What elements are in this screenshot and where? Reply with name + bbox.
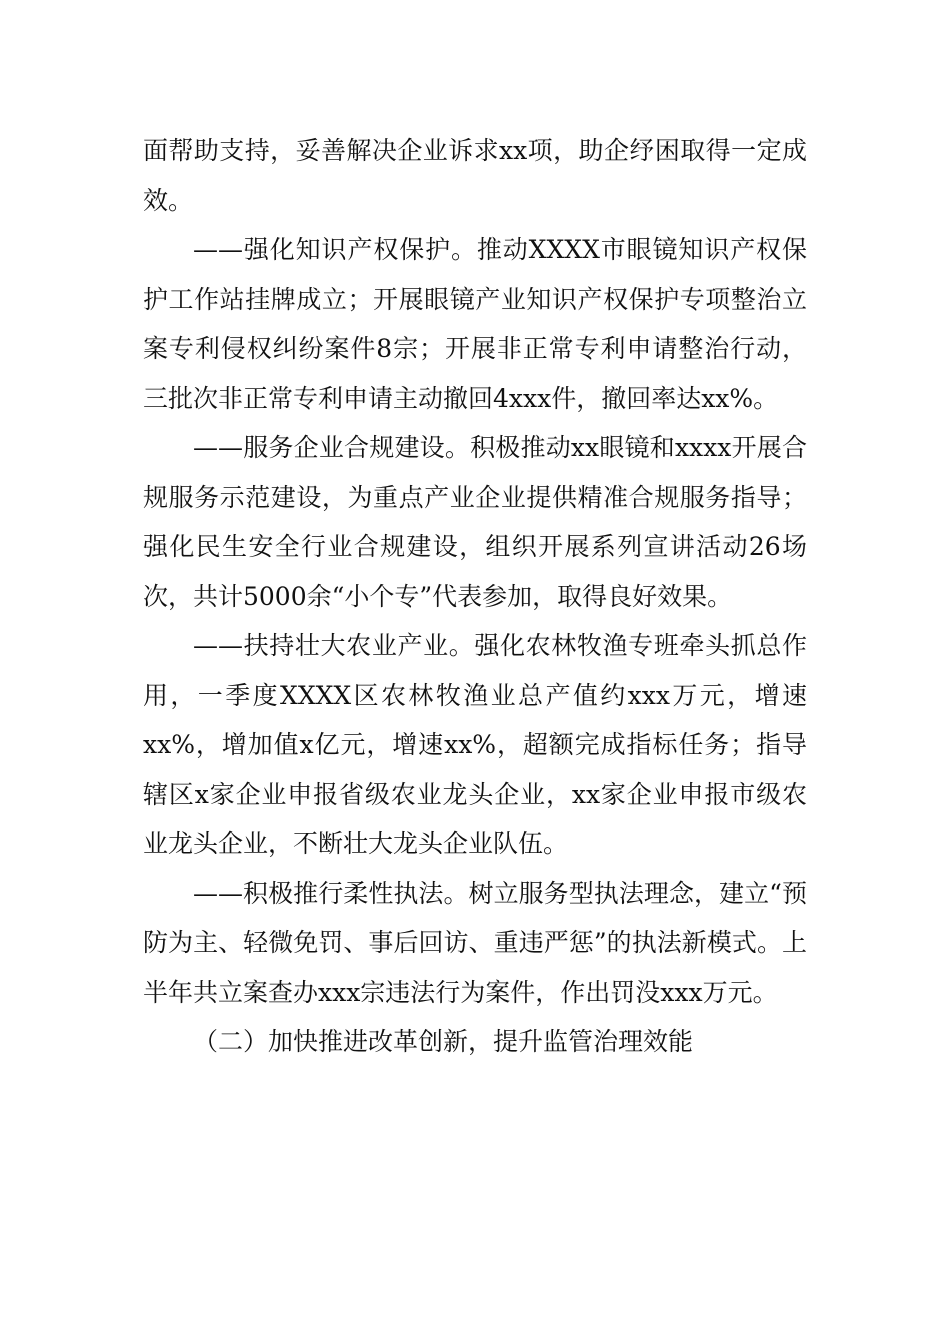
document-body xyxy=(143,126,807,1067)
paragraph-agriculture: ——扶持壮大农业产业。强化农林牧渔专班牵头抓总作用，一季度XXXX区农林牧渔业总产值约xxx万元，增速xx%，增加值x亿元，增速xx%，超额完成指标任务；指导辖区x家企业申报省级农业龙头企业，xx家企业申报市级农业龙头企业，不断壮大龙头企业队伍。 xyxy=(143,631,807,858)
paragraph-compliance: ——服务企业合规建设。积极推动xx眼镜和xxxx开展合规服务示范建设，为重点产业企业提供精准合规服务指导；强化民生安全行业合规建设，组织开展系列宣讲活动26场次，共计5000余“小个专”代表参加，取得良好效果。 xyxy=(143,433,807,611)
paragraph-ip-protection: ——强化知识产权保护。推动XXXX市眼镜知识产权保护工作站挂牌成立；开展眼镜产业知识产权保护专项整治立案专利侵权纠纷案件8宗；开展非正常专利申请整治行动，三批次非正常专利申请主动撤回4xxx件，撤回率达xx%。 xyxy=(143,235,807,413)
paragraph-continuation: 面帮助支持，妥善解决企业诉求xx项，助企纾困取得一定成效。 xyxy=(143,136,807,215)
section-heading: （二）加快推进改革创新，提升监管治理效能 xyxy=(193,1027,694,1056)
paragraph-flexible-enforcement: ——积极推行柔性执法。树立服务型执法理念，建立“预防为主、轻微免罚、事后回访、重违严惩”的执法新模式。上半年共立案查办xxx宗违法行为案件，作出罚没xxx万元。 xyxy=(143,878,807,1007)
